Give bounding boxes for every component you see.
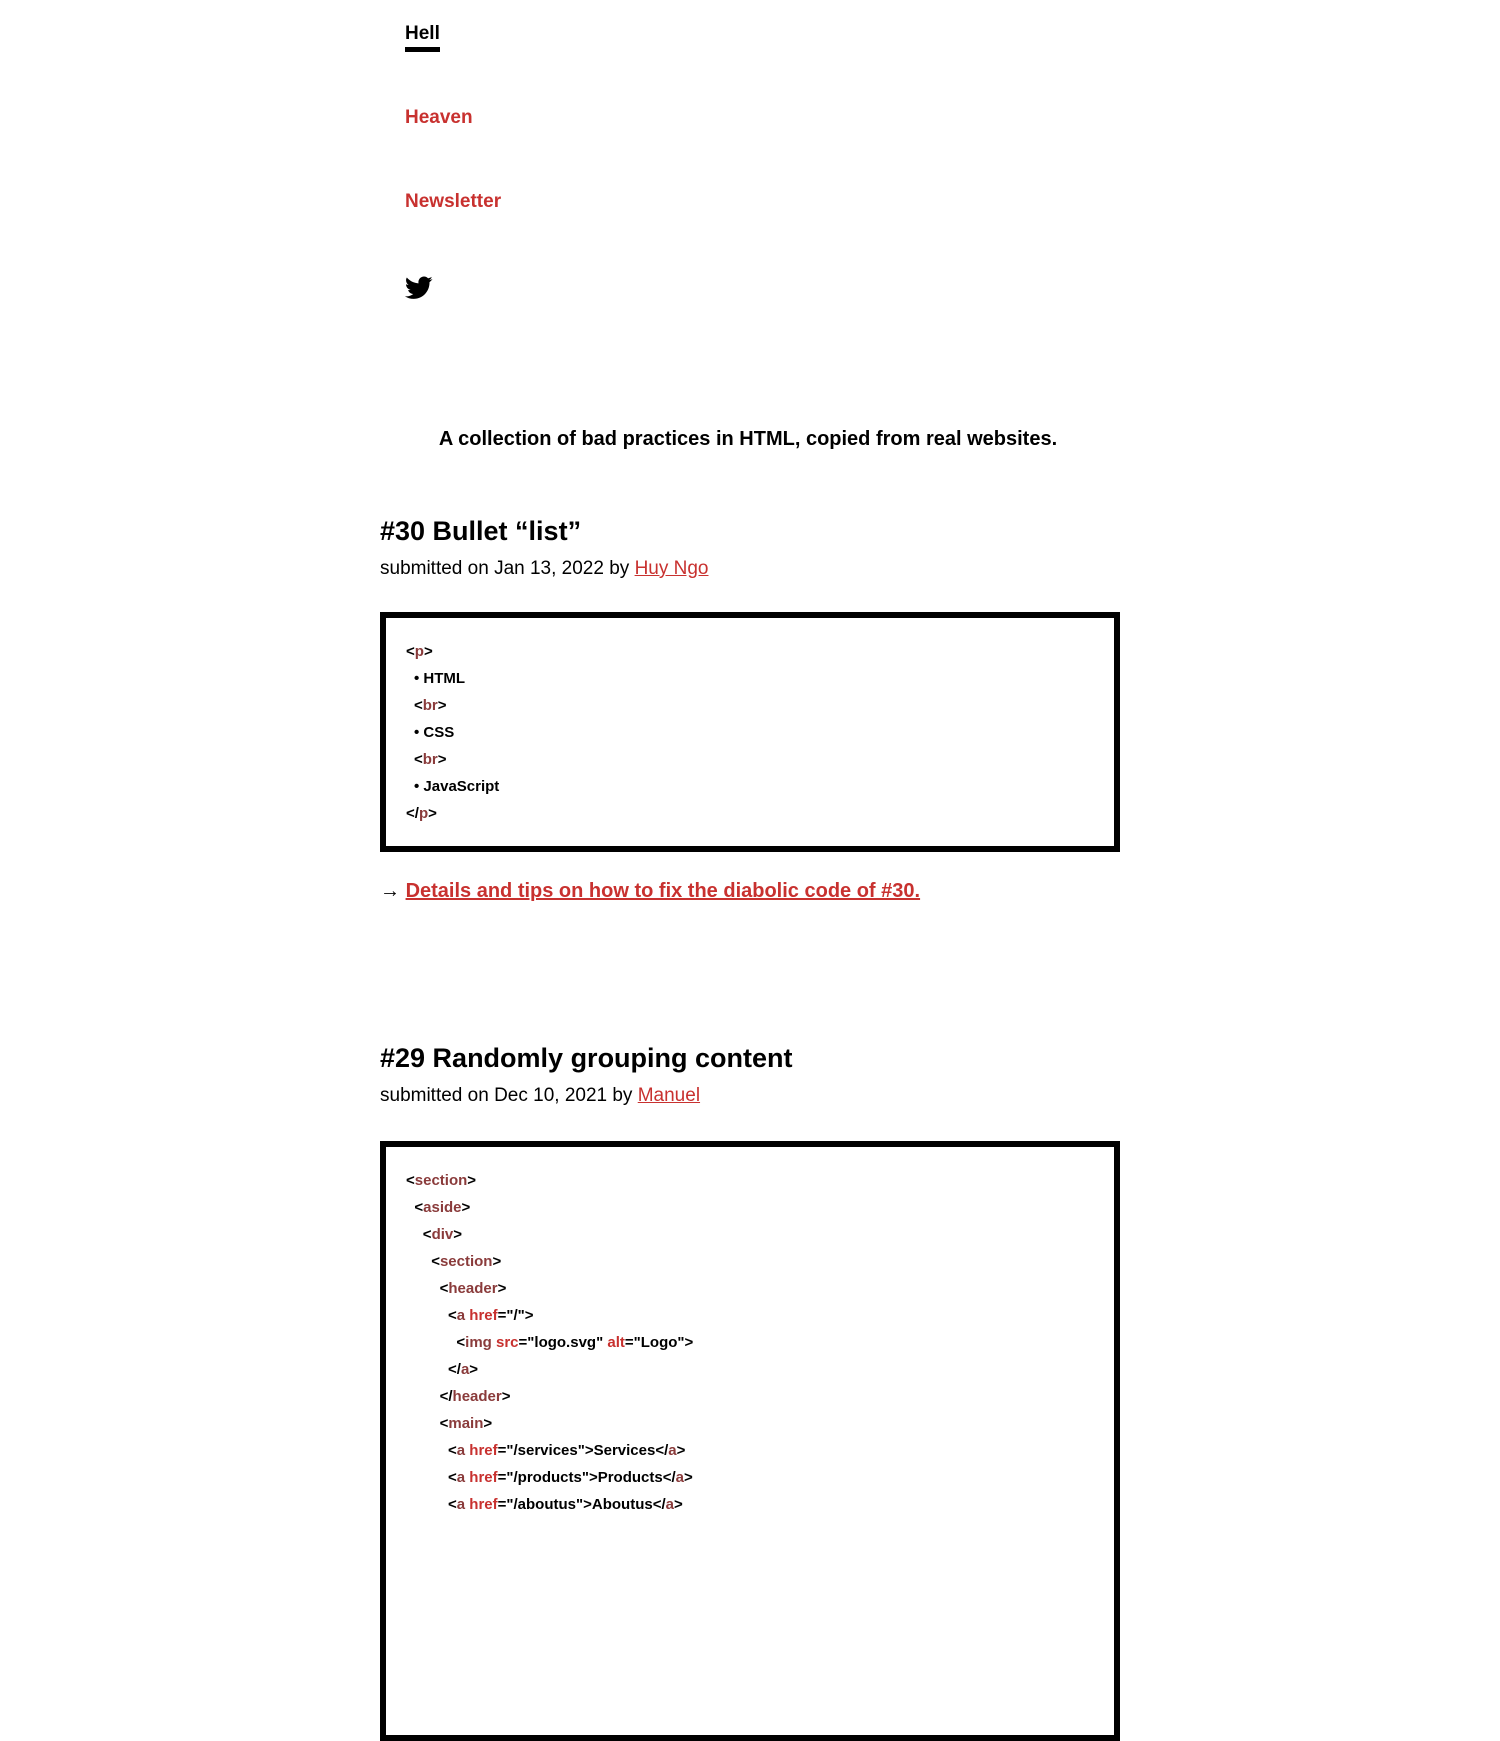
code-line: <div> <box>422 1226 463 1243</box>
code-block <box>380 612 1120 852</box>
entry-meta <box>380 557 1120 581</box>
code-line: <a href="/aboutus">Aboutus</a> <box>448 1496 683 1513</box>
code-line: <aside> <box>414 1199 471 1216</box>
twitter-icon-graphic <box>405 276 433 300</box>
entry-meta-text: submitted on Jan 13, 2022 by <box>380 558 630 579</box>
code-line: <p> <box>406 643 433 660</box>
code-line: <a href="/products">Products</a> <box>448 1469 693 1486</box>
code-line: • JavaScript <box>414 778 500 795</box>
entry-meta-text: submitted on Dec 10, 2021 by <box>380 1085 633 1106</box>
code-line: </header> <box>439 1388 511 1405</box>
code-line: <a href="/"> <box>448 1307 534 1324</box>
arrow-icon: → <box>380 880 400 902</box>
site-tagline <box>0 428 1500 451</box>
entry-29 <box>380 1041 1120 1741</box>
code-line: <section> <box>406 1172 477 1189</box>
code-line: <img src="logo.svg" alt="Logo"> <box>456 1334 694 1351</box>
code-line: <section> <box>431 1253 502 1270</box>
code-line: • CSS <box>414 724 455 741</box>
code-line: • HTML <box>414 670 466 687</box>
author-link[interactable]: Huy Ngo <box>634 558 709 579</box>
code-line: <br> <box>414 697 447 714</box>
twitter-icon[interactable] <box>405 276 433 300</box>
entry-title: #30 Bullet “list” <box>380 516 582 546</box>
details-link[interactable]: Details and tips on how to fix the diabolic code of #30. <box>405 880 921 902</box>
details-row <box>380 880 1120 903</box>
author-link[interactable]: Manuel <box>637 1085 701 1106</box>
code-block <box>380 1141 1120 1741</box>
code-line: <br> <box>414 751 447 768</box>
entry-30 <box>380 514 1120 903</box>
nav-item-newsletter[interactable]: Newsletter <box>405 191 502 212</box>
code-line: </p> <box>406 805 437 822</box>
entry-meta <box>380 1084 1120 1108</box>
nav-item-heaven[interactable]: Heaven <box>405 107 473 128</box>
tagline-text: A collection of bad practices in HTML, copied from real websites. <box>438 428 1058 450</box>
code-line: <main> <box>439 1415 493 1432</box>
code-line: <a href="/services">Services</a> <box>448 1442 686 1459</box>
code-line: </a> <box>448 1361 479 1378</box>
code-line: <header> <box>439 1280 507 1297</box>
nav-item-hell[interactable]: Hell <box>405 22 440 52</box>
entry-title: #29 Randomly grouping content <box>380 1043 793 1073</box>
